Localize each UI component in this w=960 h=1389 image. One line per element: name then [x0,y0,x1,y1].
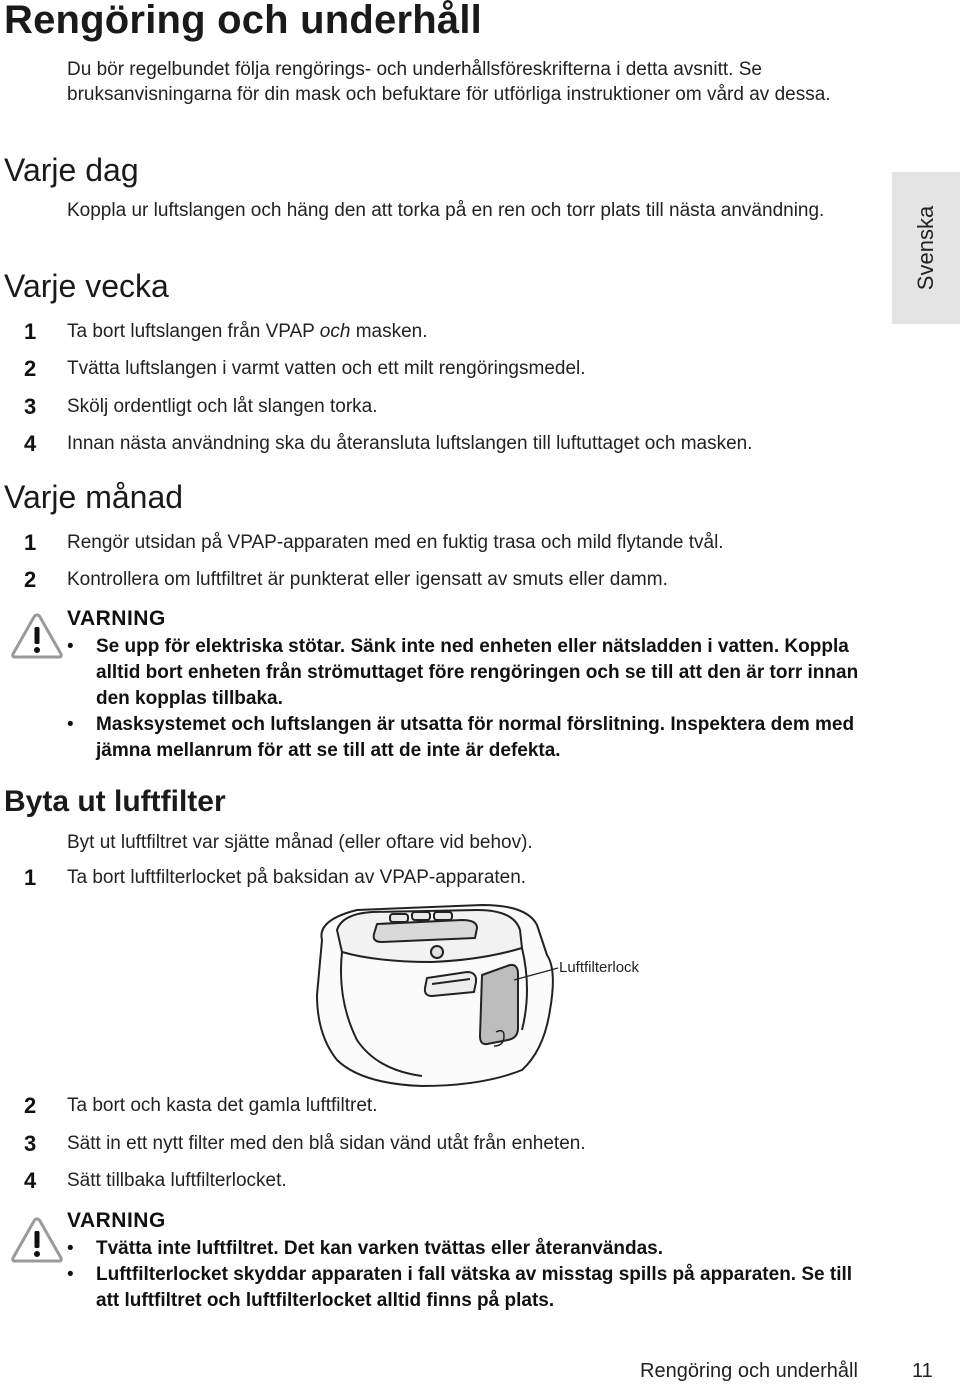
page-number: 11 [912,1360,933,1382]
step-text: Ta bort luftfilterlocket på baksidan av VPAP-apparaten. [67,867,527,888]
monthly-step-2 [24,567,884,593]
daily-paragraph: Koppla ur luftslangen och häng den att torka på en ren och torr plats till nästa användning. [67,200,825,221]
weekly-step-2 [24,356,884,382]
warning-triangle-icon [10,1216,64,1264]
step-text: Skölj ordentligt och låt slangen torka. [67,396,378,417]
warning-item: • Luftfilterlocket skyddar apparaten i fall vätska av misstag spills på apparaten. Se till att luftfiltret och luftfilterlocket alltid finns på plats. [67,1262,867,1314]
step-number: 1 [24,865,37,890]
intro-paragraph: Du bör regelbundet följa rengörings- och underhållsföreskrifterna i detta avsnitt. Se bruksanvisningarna för din mask och befuktare för utförliga instruktioner om vård av dessa. [67,59,831,105]
filter-step-2 [24,1093,884,1119]
step-text: Rengör utsidan på VPAP-apparaten med en fuktig trasa och mild flytande tvål. [67,532,724,553]
step-text: Ta bort luftslangen från VPAP och masken. [67,321,428,342]
step-number: 1 [24,319,37,344]
step-text: Tvätta luftslangen i varmt vatten och ett milt rengöringsmedel. [67,358,586,379]
warning-item: • Tvätta inte luftfiltret. Det kan varken tvättas eller återanvändas. [67,1236,867,1262]
filter-step-1 [24,865,884,891]
step-number: 3 [24,394,37,419]
step-number: 2 [24,1093,37,1118]
step-text: Innan nästa användning ska du återansluta luftslangen till luftuttaget och masken. [67,433,753,454]
weekly-step-4 [24,431,884,457]
step-number: 2 [24,567,37,592]
step-text: Kontrollera om luftfiltret är punkterat eller igensatt av smuts eller damm. [67,569,668,590]
heading-monthly: Varje månad [4,479,184,515]
filter-step-4 [24,1168,884,1194]
step-number: 4 [24,1168,37,1193]
step-number: 2 [24,356,37,381]
step-text: Sätt tillbaka luftfilterlocket. [67,1170,287,1191]
step-number: 1 [24,530,37,555]
warning-item: • Se upp för elektriska stötar. Sänk inte ned enheten eller nätsladden i vatten. Koppla alltid bort enheten från strömuttaget före rengöringen och se till att den är torr innan den kopplas tillbaka. [67,634,867,712]
language-tab [892,172,960,324]
warning-triangle-icon [10,612,64,660]
monthly-step-1 [24,530,884,556]
heading-weekly: Varje vecka [4,268,169,304]
page-title: Rengöring och underhåll [4,0,482,42]
language-tab-label: Svenska [913,205,938,291]
weekly-step-1 [24,319,884,345]
figure-label: Luftfilterlock [559,959,640,976]
warning-title: VARNING [67,1209,166,1232]
footer-section-title: Rengöring och underhåll [640,1360,858,1382]
warning-title: VARNING [67,607,166,630]
heading-daily: Varje dag [4,152,139,188]
step-text: Sätt in ett nytt filter med den blå sidan vänd utåt från enheten. [67,1133,586,1154]
step-number: 3 [24,1131,37,1156]
warning-list [67,1236,867,1314]
filter-intro: Byt ut luftfiltret var sjätte månad (eller oftare vid behov). [67,832,533,853]
filter-step-3 [24,1131,884,1157]
step-text: Ta bort och kasta det gamla luftfiltret. [67,1095,378,1116]
vpap-device-illustration [282,900,682,1090]
heading-filter: Byta ut luftfilter [4,785,226,818]
weekly-step-3 [24,394,884,420]
warning-item: • Masksystemet och luftslangen är utsatta för normal förslitning. Inspektera dem med jämna mellanrum för att se till att de inte är defekta. [67,712,867,764]
step-number: 4 [24,431,37,456]
warning-list [67,634,867,764]
